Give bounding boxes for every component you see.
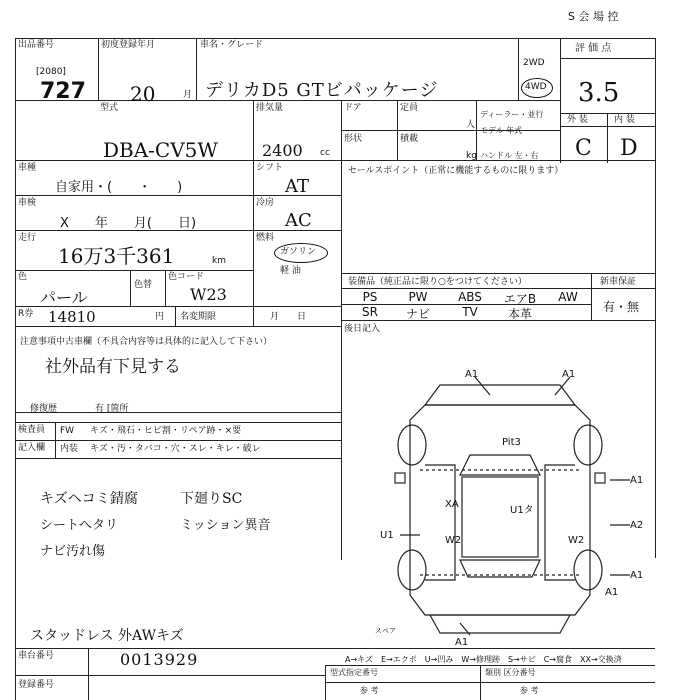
drive-2wd: 2WD <box>523 58 545 68</box>
lot-number: 727 <box>40 79 86 104</box>
displacement-label: 排気量 <box>256 103 284 113</box>
notes-label: 注意事項中古車欄（不具合内容等は具体的に記入して下さい） <box>20 337 273 347</box>
roof <box>462 477 538 557</box>
divider <box>15 270 253 271</box>
mark-center: U1タ <box>510 505 534 516</box>
venue-stamp: S 会 場 控 <box>568 10 619 23</box>
equip-abs: ABS <box>458 290 482 304</box>
dealer-label: ディーラー・並行 <box>480 110 544 119</box>
car-diagram <box>340 365 660 650</box>
load-label: 積載 <box>400 134 419 144</box>
model-value: DBA-CV5W <box>103 138 218 162</box>
car-body-outline <box>410 405 590 615</box>
divider <box>165 270 166 306</box>
capacity-unit: 人 <box>466 120 476 130</box>
divider <box>253 100 254 326</box>
chassis-label: 車台番号 <box>18 651 55 661</box>
fuel-gasoline: ガソリン <box>280 247 317 257</box>
equip-navi: ナビ <box>405 307 430 321</box>
displacement-value: 2400 <box>262 141 303 160</box>
divider <box>15 326 341 327</box>
interior-value: D <box>620 136 638 161</box>
shift-label: シフト <box>256 163 284 173</box>
divider <box>325 682 655 683</box>
chassis-value: 0013929 <box>120 650 199 669</box>
color-code-value: W23 <box>190 285 227 304</box>
color-change-label: 色替 <box>134 280 153 290</box>
sales-label: セールスポイント（正常に機能するものに限ります） <box>348 166 564 176</box>
ac-label: 冷房 <box>256 198 275 208</box>
right-side <box>545 465 575 580</box>
usage-value: 自家用・( ・ ) <box>55 180 183 195</box>
reference-2: 参 考 <box>520 686 539 695</box>
mark-x: XA <box>445 499 459 510</box>
divider <box>325 665 655 666</box>
equip-sr: SR <box>362 305 378 319</box>
model-label: 型式 <box>100 103 119 113</box>
model-year-label: モデル 年式 <box>480 126 523 135</box>
fuel-label: 燃料 <box>256 233 275 243</box>
interior-label: 内 装 <box>614 115 635 125</box>
shift-value: AT <box>285 176 310 197</box>
divider <box>88 648 89 700</box>
note-1: キズヘコミ <box>40 491 110 507</box>
recycle-label: R券 <box>18 309 34 319</box>
equip-pw: PW <box>408 290 428 304</box>
reg-label: 登録番号 <box>18 680 55 690</box>
displacement-unit: cc <box>320 148 330 158</box>
inspector-label-1: 検査員 <box>18 425 46 435</box>
notes-value: 社外品有下見する <box>45 357 181 377</box>
lot-label: 出品番号 <box>18 40 55 50</box>
name-grade-label: 車名・グレード <box>200 40 264 50</box>
divider <box>98 38 99 100</box>
divider <box>591 273 592 320</box>
interior-items: キズ・汚・タバコ・穴・スレ・キレ・破レ <box>90 444 261 454</box>
right-mirror <box>595 473 605 483</box>
left-border <box>15 38 16 700</box>
score-value: 3.5 <box>578 78 620 108</box>
color-label: 色 <box>18 272 28 282</box>
fw-head: FW <box>60 426 75 436</box>
first-reg-label: 初度登録年月 <box>101 40 156 50</box>
mark-spare: スペア <box>375 627 396 635</box>
divider <box>341 288 655 289</box>
note-5: ミッション異音 <box>180 518 271 533</box>
usage-label: 車種 <box>18 163 37 173</box>
mark-a1-right-rear: A1 <box>630 570 644 581</box>
mark-w2-left: W2 <box>445 535 462 546</box>
mark-a1-right-front: A1 <box>630 475 644 486</box>
damage-legend: A→キズ E→エクボ U→凹み W→修理跡 S→サビ C→腐食 XX→交換済 <box>345 655 622 664</box>
inspection-label: 車検 <box>18 198 37 208</box>
fuel-diesel: 軽 油 <box>280 266 301 276</box>
recycle-value: 14810 <box>48 308 96 326</box>
load-unit: kg <box>466 151 477 161</box>
divider <box>175 306 176 326</box>
divider <box>15 422 341 423</box>
category-label: 類別 区分番号 <box>485 668 536 677</box>
left-side <box>425 465 455 580</box>
color-code-label: 色コード <box>168 272 205 282</box>
equip-aw: AW <box>558 290 578 304</box>
divider <box>518 38 519 100</box>
shape-label: 形状 <box>344 134 363 144</box>
equip-leather: 本革 <box>507 307 532 321</box>
new-car-label: 新車保証 <box>600 277 637 287</box>
new-car-value: 有・無 <box>603 300 640 314</box>
windshield <box>460 455 540 475</box>
mileage-label: 走行 <box>18 233 37 243</box>
mark-u1-left: U1 <box>380 530 394 541</box>
lot-code: [2080] <box>36 67 66 77</box>
repair-label: 修復歴 <box>30 404 58 414</box>
first-reg-year: 20 <box>130 82 156 106</box>
score-label: 評 価 点 <box>575 43 612 54</box>
front-left-wheel <box>398 425 426 465</box>
equip-airbag: エアB <box>503 292 537 306</box>
name-change-label: 名変期限 <box>180 312 217 322</box>
reference-1: 参 考 <box>360 686 379 695</box>
left-mirror <box>395 473 405 483</box>
divider <box>15 458 341 459</box>
mark-roof: Pit3 <box>502 437 521 448</box>
handle-label: ハンドル 左・右 <box>480 151 539 160</box>
divider <box>15 440 341 441</box>
divider <box>341 130 560 131</box>
equip-tv: TV <box>462 305 478 319</box>
drive-4wd: 4WD <box>525 82 547 92</box>
mileage-unit: km <box>212 256 226 266</box>
note-3: 下廻りSC <box>180 491 243 507</box>
color-value: パール <box>40 288 88 307</box>
divider <box>341 273 655 274</box>
rear-bumper <box>430 615 570 633</box>
mark-a1-front-right: A1 <box>562 369 576 380</box>
note-2: 錆腐 <box>110 491 138 507</box>
divider <box>560 58 655 59</box>
note-7: スタッドレス 外AWキズ <box>30 628 184 644</box>
door-label: ドア <box>344 103 362 113</box>
interior-head: 内装 <box>60 444 79 454</box>
mileage-value: 16万3千361 <box>58 244 175 268</box>
inspector-label-2: 記入欄 <box>18 443 46 453</box>
rear-seat-label: 後日記入 <box>344 324 381 334</box>
divider <box>607 113 608 163</box>
front-right-wheel <box>574 425 602 465</box>
rear-left-wheel <box>398 550 426 590</box>
exterior-value: C <box>575 136 592 161</box>
capacity-label: 定員 <box>400 103 419 113</box>
equip-ps: PS <box>362 290 378 304</box>
divider <box>15 675 325 676</box>
divider <box>480 665 481 700</box>
note-4: シートへタリ <box>40 518 119 533</box>
equipment-label: 装備品（純正品に限り○をつけてください） <box>348 277 527 287</box>
mark-a2-right: A2 <box>630 520 644 531</box>
mark-a1-rear: A1 <box>455 637 469 648</box>
top-border <box>15 38 655 39</box>
divider <box>15 412 341 413</box>
fw-items: キズ・飛石・ヒビ割・リペア跡・×要 <box>90 426 242 436</box>
divider <box>55 422 56 458</box>
rear-right-wheel <box>574 550 602 590</box>
divider <box>341 320 655 321</box>
ac-value: AC <box>285 210 312 231</box>
mark-a1-rear-right: A1 <box>605 587 619 598</box>
inspection-value: X 年 月( 日) <box>60 216 197 231</box>
note-6: ナビ汚れ傷 <box>40 544 106 559</box>
front-bumper <box>425 385 575 405</box>
type-spec-label: 型式指定番号 <box>330 668 378 677</box>
divider <box>196 38 197 100</box>
mark-a1-front-left: A1 <box>465 369 479 380</box>
repair-value: 有 [箇所 <box>95 404 129 414</box>
recycle-unit: 円 <box>155 312 165 322</box>
name-change-value: 月 日 <box>270 312 307 322</box>
mark-w2-right: W2 <box>568 535 585 546</box>
name-grade-value: デリカD5 GTビパッケージ <box>205 80 439 101</box>
exterior-label: 外 装 <box>567 115 588 125</box>
divider <box>130 270 131 306</box>
month-unit: 月 <box>183 90 193 100</box>
divider <box>560 38 561 163</box>
